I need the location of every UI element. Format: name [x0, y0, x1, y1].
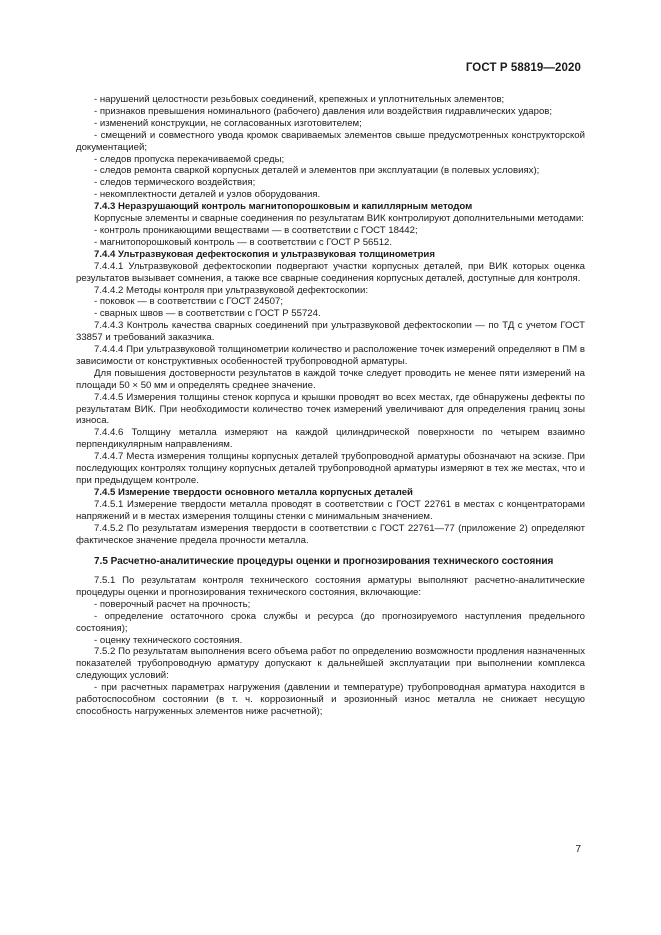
body-paragraph: - признаков превышения номинального (рабочего) давления или воздействия гидравлических ударов; — [94, 105, 553, 117]
body-paragraph: 7.4.5.1 Измерение твердости металла проводят в соответствии с ГОСТ 22761 в местах с концентраторами напряжений и в местах измерения толщины стенки с минимальным значением. — [76, 498, 585, 522]
body-paragraph: - контроль проникающими веществами — в соответствии с ГОСТ 18442; — [94, 224, 418, 236]
body-paragraph: - нарушений целостности резьбовых соединений, крепежных и уплотнительных элементов; — [94, 94, 505, 105]
body-paragraph: - поверочный расчет на прочность; — [94, 598, 251, 610]
body-paragraph: 7.4.4.1 Ультразвуковой дефектоскопии подвергают участки корпусных деталей, при ВИК которых оценка результатов вызывает сомнения, а также все сварные соединения корпусных деталей, доступные для контроля. — [76, 260, 585, 284]
body-paragraph: - изменений конструкции, не согласованных изготовителем; — [94, 117, 362, 129]
body-paragraph: 7.5.2 По результатам выполнения всего объема работ по определению возможности продления назначенных показателей трубопроводную арматуру допускают к дальнейшей эксплуатации при выполнении комплекса следующих условий: — [76, 646, 585, 682]
body-paragraph: - следов пропуска перекачиваемой среды; — [94, 153, 285, 165]
body-paragraph: Корпусные элементы и сварные соединения по результатам ВИК контролируют дополнительными методами: — [94, 213, 584, 225]
body-paragraph: Для повышения достоверности результатов в каждой точке следует проводить не менее пяти измерений на площади 50 × 50 мм и определять среднее значение. — [76, 367, 585, 391]
body-paragraph: - следов термического воздействия; — [94, 177, 256, 189]
body-paragraph: - некомплектности деталей и узлов оборудования. — [94, 189, 321, 201]
document-body — [76, 94, 585, 718]
body-paragraph: 7.4.4.5 Измерения толщины стенок корпуса и крышки проводят во всех местах, где обнаружены дефекты по результатам ВИК. При необходимости количество точек измерений увеличивают для определения границ зоны износа. — [76, 391, 585, 427]
section-heading: 7.4.4 Ультразвуковая дефектоскопия и ультразвуковая толщинометрия — [94, 248, 435, 260]
body-paragraph: 7.5.1 По результатам контроля технического состояния арматуры выполняют расчетно-аналитические процедуры оценки и прогнозирования технического состояния, включающие: — [76, 575, 585, 598]
body-paragraph: 7.4.4.3 Контроль качества сварных соединений при ультразвуковой дефектоскопии — по ТД с учетом ГОСТ 33857 и требований заказчика. — [76, 320, 585, 344]
section-heading: 7.4.3 Неразрушающий контроль магнитопорошковым и капиллярным методом — [94, 201, 473, 213]
document-header-id: ГОСТ Р 58819—2020 — [465, 62, 581, 74]
body-paragraph: - сварных швов — в соответствии с ГОСТ Р 55724. — [94, 308, 321, 320]
body-paragraph: 7.4.5.2 По результатам измерения твердости в соответствии с ГОСТ 22761—77 (приложение 2) определяют фактическое значение предела прочности металла. — [76, 522, 585, 546]
section-title: 7.5 Расчетно-аналитические процедуры оценки и прогнозирования технического состояния — [94, 556, 554, 568]
body-paragraph: - оценку технического состояния. — [94, 634, 243, 646]
body-paragraph: - смещений и совместного увода кромок свариваемых элементов свыше предусмотренных конструкторской документацией; — [76, 129, 585, 153]
body-paragraph: 7.4.4.2 Методы контроля при ультразвуковой дефектоскопии: — [94, 284, 369, 296]
body-paragraph: - при расчетных параметрах нагружения (давлении и температуре) трубопроводная арматура находится в работоспособном состоянии (в т. ч. коррозионный и эрозионный износ металла не снижает несущую способность нагруженных элементов ниже расчетной); — [76, 682, 585, 717]
body-paragraph: - определение остаточного срока службы и ресурса (до прогнозируемого наступления предельного состояния); — [76, 610, 585, 634]
page-number: 7 — [575, 844, 581, 855]
body-paragraph: - магнитопорошковый контроль — в соответствии с ГОСТ Р 56512. — [94, 236, 393, 248]
body-paragraph: 7.4.4.7 Места измерения толщины корпусных деталей трубопроводной арматуры обозначают на эскизе. При последующих контролях толщину корпусных деталей трубопроводной арматуры измеряют в тех же местах, что и при предыдущем контроле. — [76, 451, 585, 486]
body-paragraph: 7.4.4.4 При ультразвуковой толщинометрии количество и расположение точек измерений определяют в ПМ в зависимости от конструктивных особенностей трубопроводной арматуры. — [76, 344, 585, 367]
body-paragraph: - поковок — в соответствии с ГОСТ 24507; — [94, 296, 284, 308]
section-heading: 7.4.5 Измерение твердости основного металла корпусных деталей — [94, 486, 413, 498]
body-paragraph: - следов ремонта сваркой корпусных деталей и элементов при эксплуатации (в полевых условиях); — [94, 165, 540, 177]
body-paragraph: 7.4.4.6 Толщину металла измеряют на каждой цилиндрической поверхности по четырем взаимно перпендикулярным направлениям. — [76, 427, 585, 451]
